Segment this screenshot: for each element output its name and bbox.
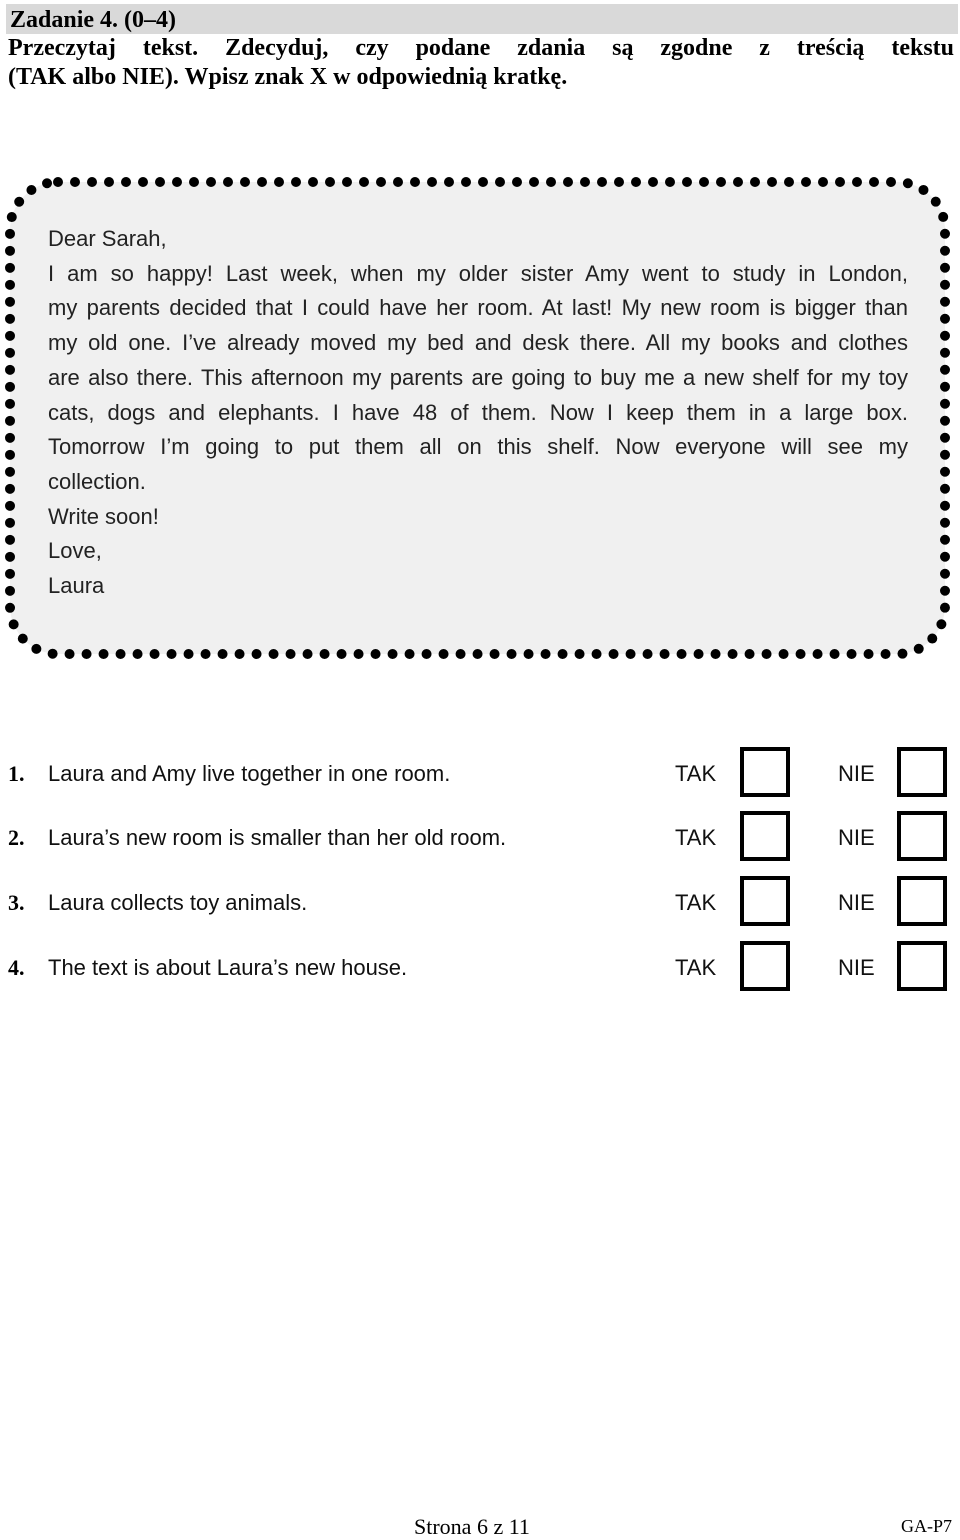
tak-checkbox[interactable] bbox=[740, 876, 790, 926]
task-title: Zadanie 4. (0–4) bbox=[10, 7, 177, 33]
form-code: GA-P7 bbox=[901, 1516, 953, 1536]
letter-text bbox=[48, 222, 908, 604]
statement-number: 1. bbox=[8, 761, 25, 786]
nie-checkbox[interactable] bbox=[897, 941, 947, 991]
letter-signature: Laura bbox=[48, 573, 105, 599]
letter-line: my parents decided that I could have her room. At last! My new room is bigger than bbox=[48, 295, 908, 321]
nie-label: NIE bbox=[838, 761, 875, 786]
statement-row bbox=[0, 876, 960, 936]
statement-text: Laura collects toy animals. bbox=[48, 890, 308, 915]
letter-greeting: Dear Sarah, bbox=[48, 226, 167, 251]
statement-text: Laura and Amy live together in one room. bbox=[48, 761, 451, 786]
tak-checkbox[interactable] bbox=[740, 811, 790, 861]
nie-label: NIE bbox=[838, 890, 875, 915]
letter-line: Tomorrow I’m going to put them all on this shelf. Now everyone will see my bbox=[48, 434, 908, 460]
statement-number: 2. bbox=[8, 825, 25, 850]
tak-label: TAK bbox=[675, 761, 717, 786]
letter-line: collection. bbox=[48, 468, 146, 494]
instruction-line-1: Przeczytaj tekst. Zdecyduj, czy podane zdania są zgodne z treścią tekstu bbox=[8, 35, 954, 61]
letter-line: are also there. This afternoon my parents are going to buy me a new shelf for my toy bbox=[48, 364, 908, 390]
statement-row bbox=[0, 811, 960, 871]
statement-row bbox=[0, 941, 960, 1001]
tak-checkbox[interactable] bbox=[740, 941, 790, 991]
nie-label: NIE bbox=[838, 955, 875, 980]
nie-checkbox[interactable] bbox=[897, 811, 947, 861]
tak-label: TAK bbox=[675, 825, 717, 850]
letter-signoff: Love, bbox=[48, 538, 102, 564]
statement-row bbox=[0, 747, 960, 807]
nie-checkbox[interactable] bbox=[897, 747, 947, 797]
nie-checkbox[interactable] bbox=[897, 876, 947, 926]
tak-label: TAK bbox=[675, 955, 717, 980]
statement-number: 3. bbox=[8, 890, 25, 915]
page-number: Strona 6 z 11 bbox=[414, 1514, 530, 1539]
statement-text: The text is about Laura’s new house. bbox=[48, 955, 408, 980]
letter-line: cats, dogs and elephants. I have 48 of them. Now I keep them in a large box. bbox=[48, 399, 908, 425]
tak-checkbox[interactable] bbox=[740, 747, 790, 797]
page-footer bbox=[0, 1514, 960, 1538]
statement-number: 4. bbox=[8, 955, 25, 980]
nie-label: NIE bbox=[838, 825, 875, 850]
instruction-line-2: (TAK albo NIE). Wpisz znak X w odpowiednią kratkę. bbox=[8, 64, 568, 90]
tak-label: TAK bbox=[675, 890, 717, 915]
letter-line: I am so happy! Last week, when my older sister Amy went to study in London, bbox=[48, 260, 908, 286]
statement-text: Laura’s new room is smaller than her old room. bbox=[48, 825, 507, 850]
letter-line: my old one. I’ve already moved my bed and desk there. All my books and clothes bbox=[48, 330, 908, 356]
letter-closing: Write soon! bbox=[48, 503, 159, 529]
